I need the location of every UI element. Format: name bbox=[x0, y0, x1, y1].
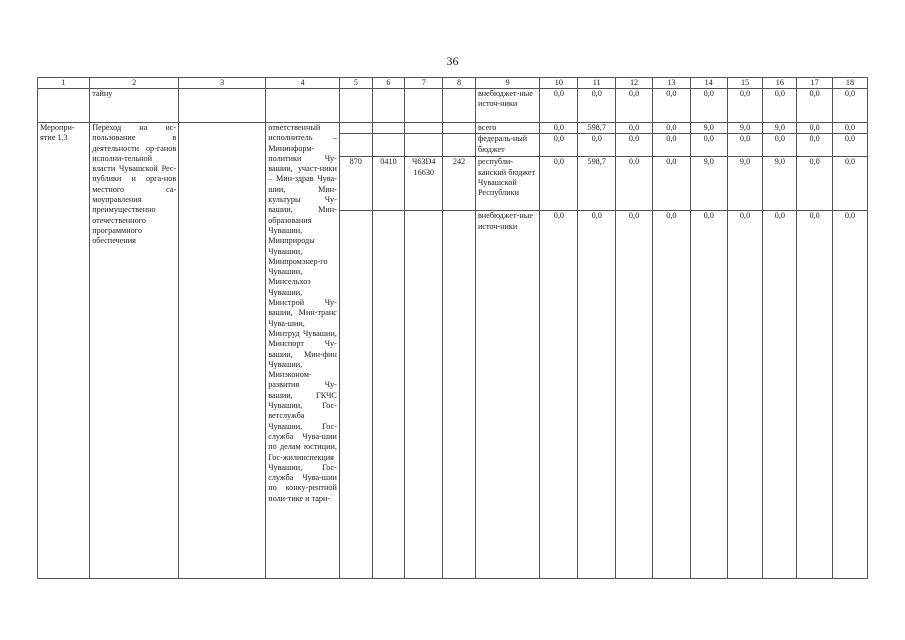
cell-source: республи-канский бюджет Чувашской Республики bbox=[475, 157, 539, 211]
value-cell: 9,0 bbox=[727, 157, 763, 211]
header-cell-2: 2 bbox=[90, 78, 179, 89]
header-cell-18: 18 bbox=[833, 78, 868, 89]
value-cell: 0,0 bbox=[797, 123, 833, 134]
header-cell-9: 9 bbox=[475, 78, 539, 89]
cell-empty bbox=[443, 211, 476, 579]
cell-empty bbox=[339, 211, 372, 579]
value-cell: 0,0 bbox=[727, 134, 763, 157]
cell-col3 bbox=[179, 89, 266, 123]
value-cell: 0,0 bbox=[616, 123, 653, 134]
value-cell: 0,0 bbox=[540, 89, 578, 123]
value-cell: 9,0 bbox=[690, 157, 727, 211]
cell-col5 bbox=[339, 89, 372, 123]
cell-source: внебюджет-ные источ-ники bbox=[475, 211, 539, 579]
cell-empty bbox=[405, 211, 443, 579]
value-cell: 0,0 bbox=[652, 123, 690, 134]
cell-source: внебюджет-ные источ-ники bbox=[475, 89, 539, 123]
cell-empty bbox=[372, 211, 405, 579]
value-cell: 0,0 bbox=[652, 134, 690, 157]
cell-col7 bbox=[405, 89, 443, 123]
cell-col6 bbox=[372, 89, 405, 123]
cell-empty bbox=[443, 134, 476, 157]
header-row bbox=[38, 78, 868, 89]
value-cell: 0,0 bbox=[616, 89, 653, 123]
cell-kbk-rzpr: 0410 bbox=[372, 157, 405, 211]
cell-kbk-csr: Ч63D4 16630 bbox=[405, 157, 443, 211]
cell-empty bbox=[405, 123, 443, 134]
budget-table bbox=[37, 77, 868, 579]
header-cell-13: 13 bbox=[652, 78, 690, 89]
value-cell: 0,0 bbox=[763, 134, 797, 157]
value-cell: 0,0 bbox=[652, 157, 690, 211]
measure-title: Переход на ис-пользование в деятельности ор-ганов исполни-тельной власти Чувашской Рес-публики и орга-нов местного са-моуправления преимущественно отечественного программного обеспечения bbox=[90, 123, 179, 579]
cell-empty bbox=[405, 134, 443, 157]
value-cell: 0,0 bbox=[690, 134, 727, 157]
value-cell: 598,7 bbox=[578, 123, 616, 134]
cell-empty bbox=[443, 123, 476, 134]
value-cell: 0,0 bbox=[616, 134, 653, 157]
header-cell-4: 4 bbox=[266, 78, 340, 89]
value-cell: 0,0 bbox=[833, 211, 868, 579]
table-row-continuation bbox=[38, 89, 868, 123]
cell-empty bbox=[372, 123, 405, 134]
cell-source: федераль-ный бюджет bbox=[475, 134, 539, 157]
header-cell-14: 14 bbox=[690, 78, 727, 89]
value-cell: 0,0 bbox=[727, 211, 763, 579]
value-cell: 9,0 bbox=[763, 157, 797, 211]
value-cell: 0,0 bbox=[763, 89, 797, 123]
value-cell: 0,0 bbox=[578, 89, 616, 123]
measure-executors: ответственный исполнитель – Мининформ-политики Чу-вашии, участ-ники – Мин-здрав Чува-шии, Мин-культуры Чу-вашии, Мин-образования Чувашии, Минприроды Чувашии, Минпромэнер-го Чувашии, Минсельхоз Чувашии, Минстрой Чу-вашии, Мин-транс Чува-шии, Минтруд Чувашии, Минспорт Чу-вашии, Мин-фин Чувашии, Минэконом-развития Чу-вашии, ГКЧС Чувашии, Гос-ветслужба Чувашии, Гос-служба Чува-шии по делам юстиции, Гос-жилинспекция Чувашии, Гос-служба Чува-шии по конку-рентной поли-тике и тари- bbox=[266, 123, 340, 579]
cell-col4 bbox=[266, 89, 340, 123]
header-cell-8: 8 bbox=[443, 78, 476, 89]
page-number: 36 bbox=[446, 54, 459, 68]
value-cell: 0,0 bbox=[833, 89, 868, 123]
cell-col8 bbox=[443, 89, 476, 123]
value-cell: 0,0 bbox=[652, 89, 690, 123]
value-cell: 0,0 bbox=[797, 157, 833, 211]
value-cell: 0,0 bbox=[690, 89, 727, 123]
value-cell: 0,0 bbox=[616, 211, 653, 579]
table-row-total bbox=[38, 123, 868, 134]
value-cell: 0,0 bbox=[833, 157, 868, 211]
value-cell: 0,0 bbox=[797, 134, 833, 157]
value-cell: 0,0 bbox=[578, 211, 616, 579]
value-cell: 0,0 bbox=[540, 134, 578, 157]
header-cell-6: 6 bbox=[372, 78, 405, 89]
value-cell: 0,0 bbox=[578, 134, 616, 157]
cell-col3-empty bbox=[179, 123, 266, 579]
header-cell-11: 11 bbox=[578, 78, 616, 89]
cell-empty bbox=[339, 123, 372, 134]
value-cell: 0,0 bbox=[727, 89, 763, 123]
value-cell: 9,0 bbox=[690, 123, 727, 134]
value-cell: 0,0 bbox=[616, 157, 653, 211]
measure-code: Меропри-ятие 1.3 bbox=[38, 123, 90, 579]
cell-kbk-grbs: 870 bbox=[339, 157, 372, 211]
header-cell-17: 17 bbox=[797, 78, 833, 89]
header-cell-7: 7 bbox=[405, 78, 443, 89]
header-cell-12: 12 bbox=[616, 78, 653, 89]
value-cell: 9,0 bbox=[763, 123, 797, 134]
value-cell: 0,0 bbox=[540, 157, 578, 211]
value-cell: 0,0 bbox=[690, 211, 727, 579]
value-cell: 0,0 bbox=[833, 134, 868, 157]
header-cell-10: 10 bbox=[540, 78, 578, 89]
header-cell-3: 3 bbox=[179, 78, 266, 89]
value-cell: 0,0 bbox=[763, 211, 797, 579]
value-cell: 0,0 bbox=[797, 211, 833, 579]
value-cell: 0,0 bbox=[540, 123, 578, 134]
value-cell: 0,0 bbox=[833, 123, 868, 134]
header-cell-15: 15 bbox=[727, 78, 763, 89]
cell-kbk-vr: 242 bbox=[443, 157, 476, 211]
header-cell-16: 16 bbox=[763, 78, 797, 89]
value-cell: 598,7 bbox=[578, 157, 616, 211]
value-cell: 0,0 bbox=[797, 89, 833, 123]
value-cell: 9,0 bbox=[727, 123, 763, 134]
cell-col2: тайну bbox=[90, 89, 179, 123]
value-cell: 0,0 bbox=[652, 211, 690, 579]
cell-col1 bbox=[38, 89, 90, 123]
value-cell: 0,0 bbox=[540, 211, 578, 579]
cell-empty bbox=[339, 134, 372, 157]
header-cell-1: 1 bbox=[38, 78, 90, 89]
cell-source: всего bbox=[475, 123, 539, 134]
header-cell-5: 5 bbox=[339, 78, 372, 89]
cell-empty bbox=[372, 134, 405, 157]
